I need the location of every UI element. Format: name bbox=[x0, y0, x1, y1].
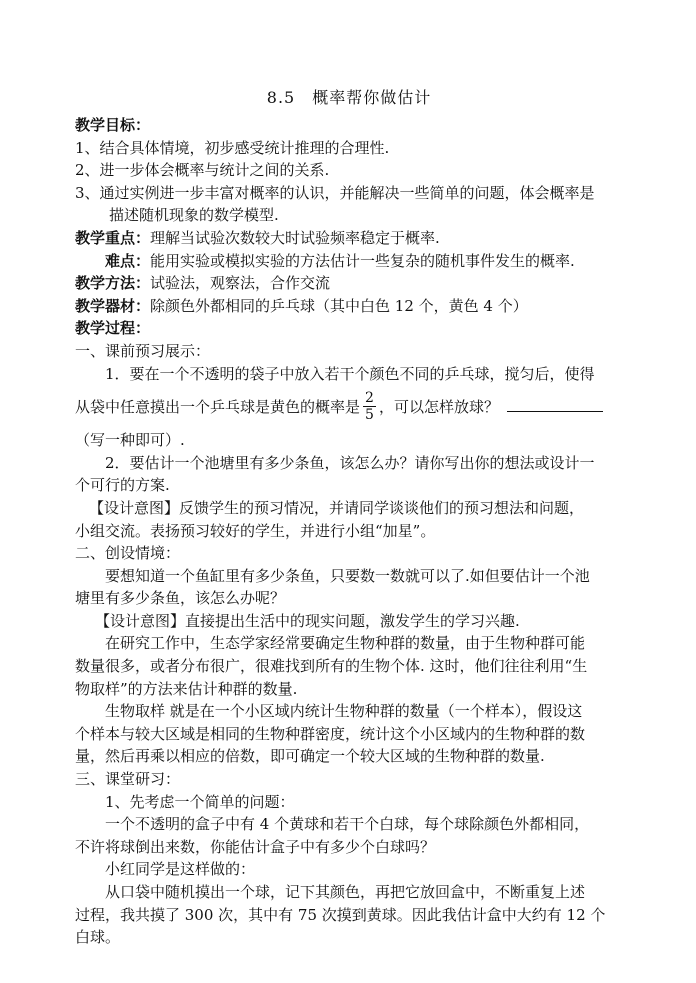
section-3-heading: 三、课堂研习： bbox=[75, 770, 181, 789]
xiaohong-intro: 小红同学是这样做的： bbox=[105, 860, 256, 879]
difficulty-label: 难点： bbox=[105, 251, 151, 270]
page-title: 8.5 概率帮你做估计 bbox=[266, 88, 432, 107]
question-1-text-pre: 从袋中任意摸出一个乒乓球是黄色的概率是 bbox=[75, 398, 361, 417]
research-para-line-1: 在研究工作中，生态学家经常要确定生物种群的数量，由于生物种群可能 bbox=[105, 634, 586, 653]
sampling-para-line-3: 量，然后再乘以相应的倍数，即可确定一个较大区域的生物种群的数量. bbox=[75, 747, 545, 766]
scenario-line-1: 要想知道一个鱼缸里有多少条鱼，只要数一数就可以了.如但要估计一个池 bbox=[105, 566, 590, 585]
research-para-line-2: 数量很多，或者分布很广，很难找到所有的生物个体. 这时，他们往往利用“生 bbox=[75, 657, 588, 676]
question-1-line-1: 1．要在一个不透明的袋子中放入若干个颜色不同的乒乓球，搅匀后，使得 bbox=[105, 364, 595, 383]
xiaohong-para-line-3: 白球。 bbox=[75, 928, 121, 947]
section-1-heading: 一、课前预习展示： bbox=[75, 341, 211, 360]
objective-item-1: 1、结合具体情境，初步感受统计推理的合理性. bbox=[75, 138, 390, 157]
methods-label: 教学方法： bbox=[75, 274, 151, 293]
methods-text: 试验法，观察法，合作交流 bbox=[150, 274, 331, 293]
key-points-label: 教学重点： bbox=[75, 228, 151, 247]
question-1-line-3: （写一种即可）. bbox=[75, 431, 185, 450]
methods-row bbox=[75, 272, 623, 295]
key-points-text: 理解当试验次数较大时试验频率稳定于概率. bbox=[150, 228, 440, 247]
question-2-line-2: 个可行的方案. bbox=[75, 476, 170, 495]
difficulty-text: 能用实验或模拟实验的方法估计一些复杂的随机事件发生的概率. bbox=[150, 251, 575, 270]
question-2-line-1: 2．要估计一个池塘里有多少条鱼，该怎么办？请你写出你的想法或设计一 bbox=[105, 453, 595, 472]
problem-line-2: 不许将球倒出来数，你能估计盒子中有多少个白球吗？ bbox=[75, 837, 436, 856]
design-intent-1-line-1: 【设计意图】反馈学生的预习情况，并请同学谈谈他们的预习想法和问题， bbox=[89, 498, 585, 517]
research-para-line-3: 物取样”的方法来估计种群的数量. bbox=[75, 679, 298, 698]
fraction-numerator: 2 bbox=[365, 389, 374, 406]
sampling-para-line-2: 个样本与较大区域是相同的生物种群密度，统计这个小区域内的生物种群的数 bbox=[75, 724, 586, 743]
fraction-denominator: 5 bbox=[365, 406, 374, 423]
objectives-heading: 教学目标： bbox=[75, 116, 151, 134]
materials-text: 除颜色外都相同的乒乓球（其中白色 12 个，黄色 4 个） bbox=[150, 296, 528, 315]
question-1-text-post: ，可以怎样放球？ bbox=[378, 398, 499, 417]
objective-item-3-cont: 描述随机现象的数学模型. bbox=[109, 206, 279, 225]
key-points-row bbox=[75, 227, 623, 250]
objective-item-2: 2、进一步体会概率与统计之间的关系. bbox=[75, 161, 330, 180]
difficulty-row bbox=[75, 250, 623, 273]
question-1-line-2 bbox=[75, 385, 623, 429]
design-intent-2: 【设计意图】直接提出生活中的现实问题，激发学生的学习兴趣. bbox=[95, 611, 520, 630]
fraction bbox=[363, 390, 376, 423]
sampling-para-line-1: 生物取样 就是在一个小区域内统计生物种群的数量（一个样本），假设这 bbox=[105, 702, 583, 721]
objective-item-3: 3、通过实例进一步丰富对概率的认识，并能解决一些简单的问题，体会概率是 bbox=[75, 183, 595, 202]
xiaohong-para-line-2: 过程，我共摸了 300 次，其中有 75 次摸到黄球。因此我估计盒中大约有 12 个 bbox=[75, 905, 606, 924]
answer-blank[interactable] bbox=[507, 395, 603, 412]
problem-line-1: 一个不透明的盒子中有 4 个黄球和若干个白球，每个球除颜色外都相同， bbox=[105, 815, 590, 834]
study-item-1: 1、先考虑一个简单的问题： bbox=[105, 792, 295, 811]
materials-label: 教学器材： bbox=[75, 296, 151, 315]
document-page bbox=[75, 82, 623, 949]
xiaohong-para-line-1: 从口袋中随机摸出一个球，记下其颜色，再把它放回盒中，不断重复上述 bbox=[105, 883, 586, 901]
scenario-line-2: 塘里有多少条鱼，该怎么办呢？ bbox=[75, 589, 286, 608]
process-heading: 教学过程： bbox=[75, 319, 151, 338]
materials-row bbox=[75, 295, 623, 318]
section-2-heading: 二、创设情境： bbox=[75, 544, 181, 563]
design-intent-1-line-2: 小组交流。表扬预习较好的学生，并进行小组“加星”。 bbox=[75, 521, 436, 540]
